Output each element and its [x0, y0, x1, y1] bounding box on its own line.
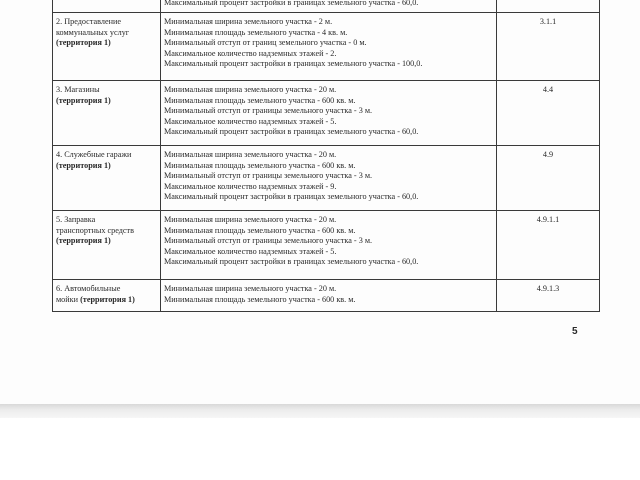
use-name-cell: [53, 13, 161, 81]
table-row: [53, 280, 600, 312]
parameter-line: Максимальное количество надземных этажей - 2.: [164, 48, 337, 58]
parameter-line: Максимальное количество надземных этажей - 9.: [164, 181, 337, 191]
table-row: [53, 211, 600, 280]
parameter-line: Минимальная ширина земельного участка - 20 м.: [164, 150, 337, 159]
parameters-cell: [161, 13, 497, 81]
code-cell: 3.1.1: [497, 13, 600, 81]
parameter-line: Максимальный процент застройки в границах земельного участка - 60,0.: [164, 192, 419, 201]
parameter-line: Минимальная площадь земельного участка - 600 кв. м.: [164, 160, 356, 170]
parameter-line: Минимальная ширина земельного участка - 2 м.: [164, 17, 333, 26]
territory-label: (территория 1): [80, 294, 135, 304]
table-row: [53, 0, 600, 13]
parameters-cell: [161, 280, 497, 312]
table-row: [53, 81, 600, 146]
code-cell: [497, 0, 600, 13]
parameter-line: Максимальный процент застройки в границах земельного участка - 100,0.: [164, 59, 423, 68]
code-cell: 4.9.1.1: [497, 211, 600, 280]
parameter-line: Максимальный процент застройки в границах земельного участка - 60,0.: [164, 127, 419, 136]
use-name: 3. Магазины: [56, 85, 100, 94]
parameter-line: Максимальное количество надземных этажей - 5.: [164, 246, 337, 256]
parameter-line: Минимальный отступ от границ земельного участка - 0 м.: [164, 38, 367, 47]
use-name: 4. Служебные гаражи: [56, 150, 132, 159]
parameter-line: Минимальная ширина земельного участка - 20 м.: [164, 284, 337, 293]
territory-label: (территория 1): [56, 38, 111, 47]
use-name: мойки: [56, 294, 79, 304]
use-name-cell: [53, 146, 161, 211]
territory-label: (территория 1): [56, 95, 111, 105]
use-name: 6. Автомобильные: [56, 284, 121, 293]
parameter-line: Минимальный отступ от границы земельного участка - 3 м.: [164, 236, 373, 245]
territory-label: (территория 1): [56, 236, 111, 245]
use-name: 2. Предоставление: [56, 17, 122, 26]
next-page-area: [0, 418, 640, 480]
use-name: коммунальных услуг: [56, 27, 130, 37]
use-name: 5. Заправка: [56, 215, 96, 224]
parameter-line: Минимальная площадь земельного участка - 600 кв. м.: [164, 225, 356, 235]
use-name-wrap: [56, 295, 157, 306]
land-use-table: [52, 0, 600, 312]
parameter-line: Минимальный отступ от границы земельного участка - 3 м.: [164, 171, 373, 180]
parameter-line: Минимальная площадь земельного участка - 4 кв. м.: [164, 27, 348, 37]
parameter-line: Максимальное количество надземных этажей - 5.: [164, 116, 337, 126]
parameter-line: Максимальный процент застройки в границах земельного участка - 60,0.: [164, 0, 419, 7]
use-name-cell: [53, 81, 161, 146]
parameters-cell: [161, 211, 497, 280]
use-name-cell: [53, 0, 161, 13]
territory-label: (территория 1): [56, 160, 111, 170]
code-cell: 4.9.1.3: [497, 280, 600, 312]
parameter-line: Минимальная площадь земельного участка - 600 кв. м.: [164, 95, 356, 105]
page-number: 5: [572, 326, 578, 337]
code-cell: 4.4: [497, 81, 600, 146]
parameter-line: Минимальная ширина земельного участка - 20 м.: [164, 85, 337, 94]
use-name-cell: [53, 280, 161, 312]
parameter-line: Минимальный отступ от границы земельного участка - 3 м.: [164, 106, 373, 115]
use-name-cell: [53, 211, 161, 280]
parameters-cell: [161, 0, 497, 13]
use-name: транспортных средств: [56, 225, 134, 235]
page-edge-shadow: [0, 404, 640, 418]
parameters-cell: [161, 81, 497, 146]
table-row: [53, 146, 600, 211]
parameters-cell: [161, 146, 497, 211]
parameter-line: Минимальная ширина земельного участка - 20 м.: [164, 215, 337, 224]
parameter-line: Максимальный процент застройки в границах земельного участка - 60,0.: [164, 257, 419, 266]
table-row: [53, 13, 600, 81]
code-cell: 4.9: [497, 146, 600, 211]
parameter-line: Минимальная площадь земельного участка - 600 кв. м.: [164, 294, 356, 304]
